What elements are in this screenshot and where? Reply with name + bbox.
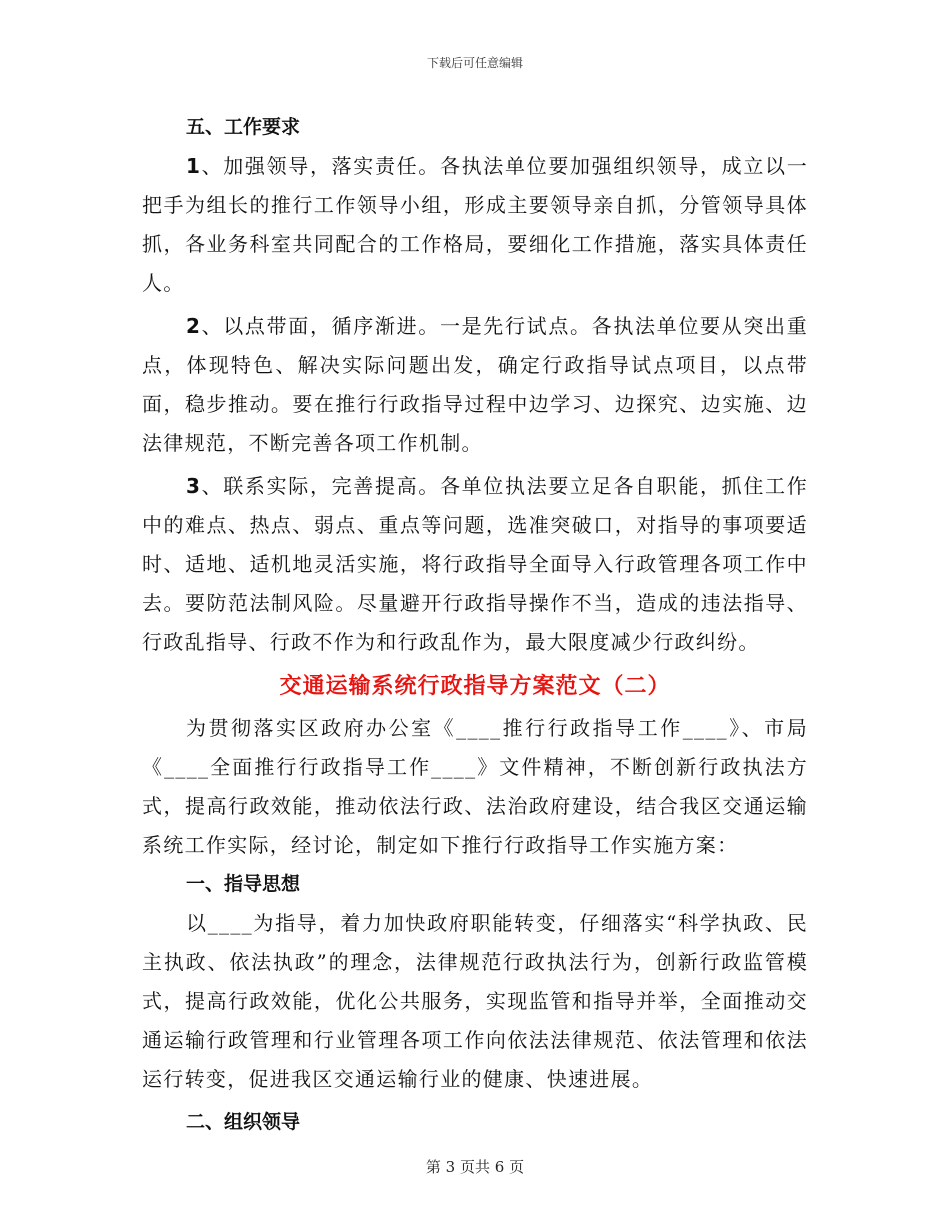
section-heading-work-requirements: 五、工作要求 — [186, 116, 301, 138]
section-heading-organization: 二、组织领导 — [186, 1111, 301, 1133]
item-number: 2 — [186, 314, 202, 338]
page-number: 第 3 页共 6 页 — [425, 1158, 525, 1176]
paragraph-intro: 为贯彻落实区政府办公室《____推行行政指导工作____》、市局《____全面推行行政指导工作____》文件精神，不断创新行政执法方式，提高行政效能，推动依法行政、法治政府建设，结合我区交通运输系统工作实际，经讨论，制定如下推行行政指导工作实施方案： — [142, 716, 808, 857]
paragraph-item-3 — [142, 467, 808, 662]
document-body — [142, 108, 808, 1142]
item-text: 、联系实际，完善提高。各单位执法要立足各自职能，抓住工作中的难点、热点、弱点、重点等问题，选准突破口，对指导的事项要适时、适地、适机地灵活实施，将行政指导全面导入行政管理各项工作中去。要防范法制风险。尽量避开行政指导操作不当，造成的违法指导、行政乱指导、行政不作为和行政乱作为，最大限度减少行政纠纷。 — [142, 474, 808, 654]
item-number: 3 — [186, 474, 202, 498]
item-number: 1 — [186, 154, 202, 178]
item-text: 、加强领导，落实责任。各执法单位要加强组织领导，成立以一把手为组长的推行工作领导小组，形成主要领导亲自抓，分管领导具体抓，各业务科室共同配合的工作格局，要细化工作措施，落实具体责任人。 — [142, 154, 808, 295]
document-title-part-two: 交通运输系统行政指导方案范文（二） — [279, 674, 671, 699]
paragraph-guiding-thought: 以____为指导，着力加快政府职能转变，仔细落实“科学执政、民主执政、依法执政”的理念，法律规范行政执法行为，创新行政监管模式，提高行政效能，优化公共服务，实现监管和指导并举，全面推动交通运输行政管理和行业管理各项工作向依法法律规范、依法管理和依法运行转变，促进我区交通运输行业的健康、快速进展。 — [142, 911, 808, 1091]
paragraph-item-2 — [142, 307, 808, 463]
page-header-note: 下载后可任意编辑 — [426, 56, 523, 70]
section-heading-guiding-thought: 一、指导思想 — [186, 873, 301, 895]
paragraph-item-1 — [142, 147, 808, 303]
item-text: 、以点带面，循序渐进。一是先行试点。各执法单位要从突出重点，体现特色、解决实际问题出发，确定行政指导试点项目，以点带面，稳步推动。要在推行行政指导过程中边学习、边探究、边实施、边法律规范，不断完善各项工作机制。 — [142, 314, 808, 455]
